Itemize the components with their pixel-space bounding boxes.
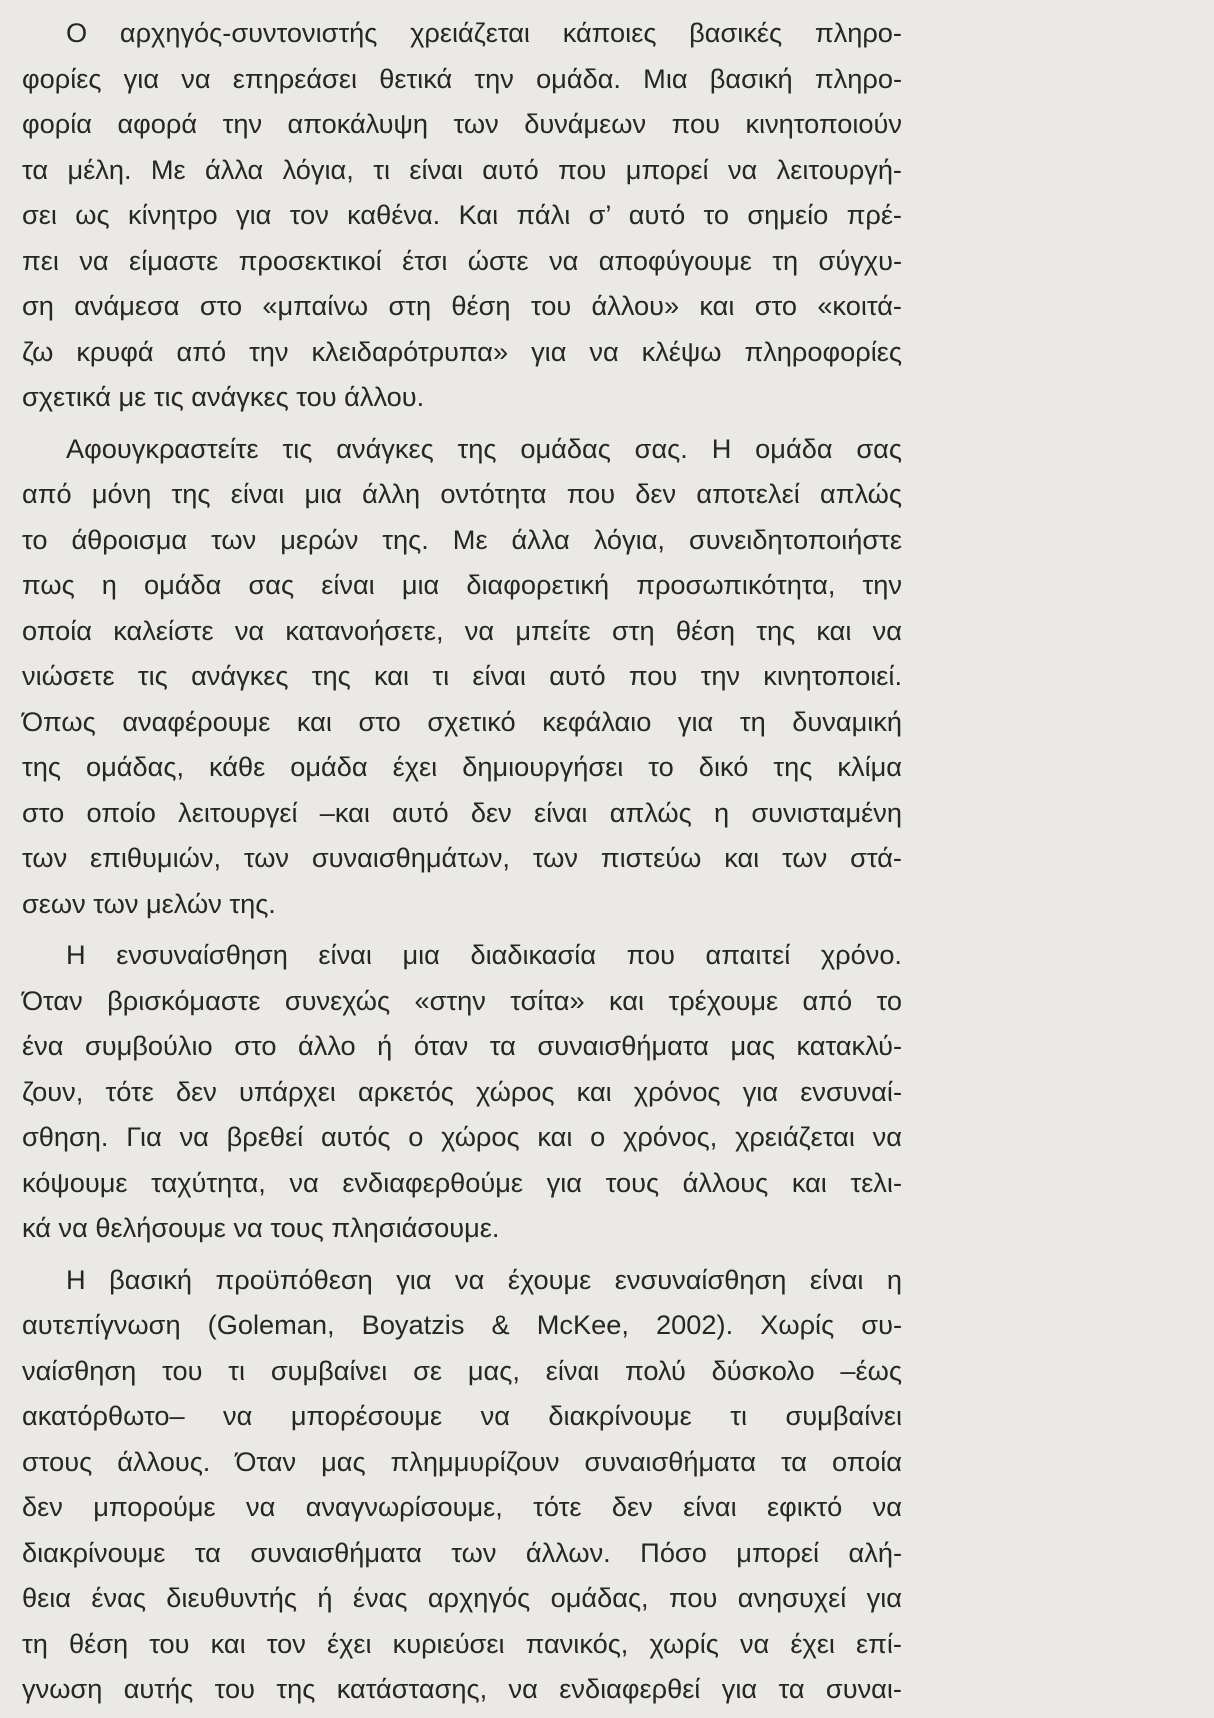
text-line: στο οποίο λειτουργεί –και αυτό δεν είναι απλώς η συνισταμένη (22, 796, 902, 828)
text-line: ναίσθηση του τι συμβαίνει σε μας, είναι πολύ δύσκολο –έως (22, 1354, 902, 1386)
text-line: της ομάδας, κάθε ομάδα έχει δημιουργήσει το δικό της κλίμα (22, 751, 902, 782)
text-line: πει να είμαστε προσεκτικοί έτσι ώστε να αποφύγουμε τη σύγχυ- (22, 244, 902, 276)
text-line: Ο αρχηγός-συντονιστής χρειάζεται κάποιες βασικές πληρο- (66, 17, 902, 48)
paragraph-4 (22, 1257, 902, 1712)
text-line: σθηση. Για να βρεθεί αυτός ο χώρος και ο χρόνος, χρειάζεται να (22, 1121, 902, 1152)
text-line: πως η ομάδα σας είναι μια διαφορετική προσωπικότητα, την (22, 569, 902, 600)
text-line: σει ως κίνητρο για τον καθένα. Και πάλι σ’ αυτό το σημείο πρέ- (22, 199, 902, 230)
text-line: τη θέση του και τον έχει κυριεύσει πανικός, χωρίς να έχει επί- (22, 1627, 902, 1659)
paragraph-3 (22, 932, 902, 1251)
text-line: θεια ένας διευθυντής ή ένας αρχηγός ομάδας, που ανησυχεί για (22, 1582, 902, 1613)
text-line: Η βασική προϋπόθεση για να έχουμε ενσυναίσθηση είναι η (66, 1263, 902, 1295)
text-line: φορίες για να επηρεάσει θετικά την ομάδα. Μια βασική πληρο- (22, 62, 902, 94)
text-line: κά να θελήσουμε να τους πλησιάσουμε. (22, 1212, 500, 1243)
text-line: οποία καλείστε να κατανοήσετε, να μπείτε στη θέση της και να (22, 614, 902, 646)
paragraph-1 (22, 10, 902, 420)
text-line: κόψουμε ταχύτητα, να ενδιαφερθούμε για τους άλλους και τελι- (22, 1166, 902, 1198)
text-line: τα μέλη. Με άλλα λόγια, τι είναι αυτό που μπορεί να λειτουργή- (22, 153, 902, 185)
text-line: σεων των μελών της. (22, 887, 276, 919)
text-line: φορία αφορά την αποκάλυψη των δυνάμεων που κινητοποιούν (22, 108, 902, 139)
body-text (22, 10, 902, 1718)
text-line: γνωση αυτής του της κατάστασης, να ενδιαφερθεί για τα συναι- (22, 1673, 902, 1704)
text-line: νιώσετε τις ανάγκες της και τι είναι αυτό που την κινητοποιεί. (22, 660, 902, 691)
text-line: σχετικά με τις ανάγκες του άλλου. (22, 381, 425, 412)
text-line: Αφουγκραστείτε τις ανάγκες της ομάδας σας. Η ομάδα σας (66, 432, 902, 464)
text-line: δεν μπορούμε να αναγνωρίσουμε, τότε δεν είναι εφικτό να (22, 1491, 902, 1522)
text-line: ένα συμβούλιο στο άλλο ή όταν τα συναισθήματα μας κατακλύ- (22, 1030, 902, 1061)
text-line: Όπως αναφέρουμε και στο σχετικό κεφάλαιο για τη δυναμική (22, 705, 902, 737)
text-line: Όταν βρισκόμαστε συνεχώς «στην τσίτα» και τρέχουμε από το (22, 984, 902, 1016)
text-line: ζω κρυφά από την κλειδαρότρυπα» για να κλέψω πληροφορίες (22, 335, 902, 367)
text-line: ση ανάμεσα στο «μπαίνω στη θέση του άλλου» και στο «κοιτά- (22, 290, 902, 321)
text-line: των επιθυμιών, των συναισθημάτων, των πιστεύω και των στά- (22, 842, 902, 873)
paragraph-2 (22, 426, 902, 927)
text-line: αυτεπίγνωση (Goleman, Boyatzis & McKee, 2002). Χωρίς συ- (22, 1309, 902, 1340)
text-line: από μόνη της είναι μια άλλη οντότητα που δεν αποτελεί απλώς (22, 478, 902, 509)
text-line: ζουν, τότε δεν υπάρχει αρκετός χώρος και χρόνος για ενσυναί- (22, 1075, 902, 1107)
text-line: στους άλλους. Όταν μας πλημμυρίζουν συναισθήματα τα οποία (22, 1445, 902, 1477)
text-line: Η ενσυναίσθηση είναι μια διαδικασία που απαιτεί χρόνο. (66, 939, 902, 970)
text-line: το άθροισμα των μερών της. Με άλλα λόγια, συνειδητοποιήστε (22, 523, 902, 555)
text-line: διακρίνουμε τα συναισθήματα των άλλων. Πόσο μπορεί αλή- (22, 1536, 902, 1568)
text-line: ακατόρθωτο– να μπορέσουμε να διακρίνουμε τι συμβαίνει (22, 1400, 902, 1431)
